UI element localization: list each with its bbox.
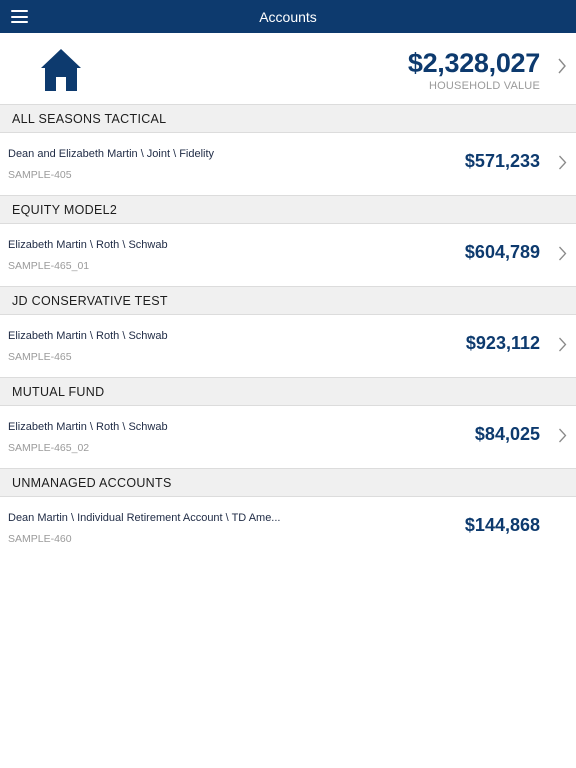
account-row[interactable] — [0, 315, 576, 378]
household-value: $2,328,027 — [407, 48, 540, 78]
home-icon — [39, 47, 83, 93]
chevron-right-icon[interactable] — [557, 58, 567, 74]
chevron-right-icon[interactable] — [558, 155, 567, 170]
account-row[interactable] — [0, 406, 576, 469]
account-id: SAMPLE-465_01 — [8, 260, 90, 272]
account-value: $923,112 — [465, 333, 540, 353]
account-value: $604,789 — [464, 242, 540, 262]
account-row[interactable] — [0, 497, 576, 560]
account-value: $84,025 — [474, 424, 540, 444]
section-header: EQUITY MODEL2 — [0, 196, 576, 224]
top-nav-bar — [0, 0, 576, 33]
account-id: SAMPLE-465 — [8, 351, 72, 363]
account-row[interactable] — [0, 133, 576, 196]
household-summary[interactable] — [0, 33, 576, 105]
account-name: Elizabeth Martin \ Roth \ Schwab — [8, 330, 168, 342]
chevron-right-icon[interactable] — [558, 246, 567, 261]
account-row[interactable] — [0, 224, 576, 287]
household-value-label: HOUSEHOLD VALUE — [429, 80, 540, 92]
account-value: $571,233 — [464, 151, 540, 171]
section-header: ALL SEASONS TACTICAL — [0, 105, 576, 133]
account-value: $144,868 — [464, 515, 540, 535]
section-header: UNMANAGED ACCOUNTS — [0, 469, 576, 497]
account-name: Dean Martin \ Individual Retirement Account \ TD Ame... — [8, 512, 281, 524]
chevron-right-icon[interactable] — [558, 428, 567, 443]
account-id: SAMPLE-460 — [8, 533, 72, 545]
account-id: SAMPLE-465_02 — [8, 442, 90, 454]
account-id: SAMPLE-405 — [8, 169, 72, 181]
page-title: Accounts — [259, 8, 317, 25]
account-name: Dean and Elizabeth Martin \ Joint \ Fidelity — [8, 148, 215, 160]
chevron-right-icon[interactable] — [558, 337, 567, 352]
hamburger-menu-icon[interactable] — [11, 10, 28, 23]
section-header: JD CONSERVATIVE TEST — [0, 287, 576, 315]
account-name: Elizabeth Martin \ Roth \ Schwab — [8, 421, 168, 433]
account-name: Elizabeth Martin \ Roth \ Schwab — [8, 239, 168, 251]
section-header: MUTUAL FUND — [0, 378, 576, 406]
